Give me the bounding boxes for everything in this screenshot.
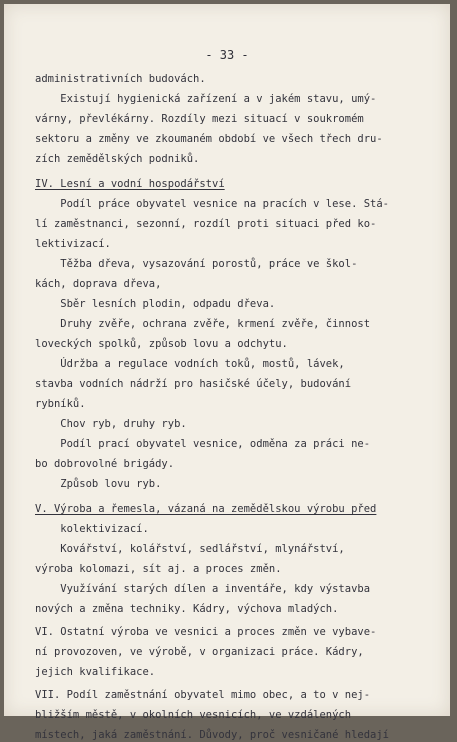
text-line: várny, převlékárny. Rozdíly mezi situací v soukromém	[35, 113, 364, 125]
section-heading: VI. Ostatní výroba ve vesnici a proces změn ve vybave-	[35, 626, 377, 638]
text-line: Způsob lovu ryb.	[35, 478, 162, 490]
text-line: lektivizací.	[35, 238, 111, 250]
text-line: lí zaměstnanci, sezonní, rozdíl proti situaci před ko-	[35, 218, 377, 230]
section-heading: VII. Podíl zaměstnání obyvatel mimo obec, a to v nej-	[35, 689, 371, 701]
text-line: zích zemědělských podniků.	[35, 153, 200, 165]
section-heading: IV. Lesní a vodní hospodářství	[35, 178, 225, 190]
text-line: bližším městě, v okolních vesnicích, ve vzdálených	[35, 709, 352, 721]
text-line: Sběr lesních plodin, odpadu dřeva.	[35, 298, 276, 310]
text-line: Druhy zvěře, ochrana zvěře, krmení zvěře, činnost	[35, 318, 371, 330]
text-line: Těžba dřeva, vysazování porostů, práce ve škol-	[35, 258, 358, 270]
text-line: ní provozoven, ve výrobě, v organizaci práce. Kádry,	[35, 646, 364, 658]
text-line: kách, doprava dřeva,	[35, 278, 162, 290]
text-line: Využívání starých dílen a inventáře, kdy výstavba	[35, 583, 371, 595]
text-line: bo dobrovolné brigády.	[35, 458, 175, 470]
section-heading: V. Výroba a řemesla, vázaná na zemědělskou výrobu před	[35, 503, 377, 515]
text-line: nových a změna techniky. Kádry, výchova mladých.	[35, 603, 339, 615]
document-page	[4, 4, 450, 741]
text-line: loveckých spolků, způsob lovu a odchytu.	[35, 338, 288, 350]
text-line: místech, jaká zaměstnání. Důvody, proč vesničané hledají	[35, 729, 390, 741]
text-line: stavba vodních nádrží pro hasičské účely, budování	[35, 378, 352, 390]
text-line: Podíl prací obyvatel vesnice, odměna za práci ne-	[35, 438, 371, 450]
text-line: sektoru a změny ve zkoumaném období ve všech třech dru-	[35, 133, 383, 145]
text-line: Existují hygienická zařízení a v jakém stavu, umý-	[35, 93, 377, 105]
page-number: - 33 -	[205, 48, 249, 62]
text-line: administrativních budovách.	[35, 73, 206, 85]
text-line: Údržba a regulace vodních toků, mostů, lávek,	[35, 358, 345, 370]
text-line: Chov ryb, druhy ryb.	[35, 418, 187, 430]
text-line: kolektivizací.	[35, 523, 149, 535]
text-line: Kovářství, kolářství, sedlářství, mlynářství,	[35, 543, 345, 555]
text-line: jejich kvalifikace.	[35, 666, 156, 678]
text-line: Podíl práce obyvatel vesnice na pracích v lese. Stá-	[35, 198, 390, 210]
text-line: výroba kolomazi, sít aj. a proces změn.	[35, 563, 282, 575]
text-line: rybníků.	[35, 398, 86, 410]
